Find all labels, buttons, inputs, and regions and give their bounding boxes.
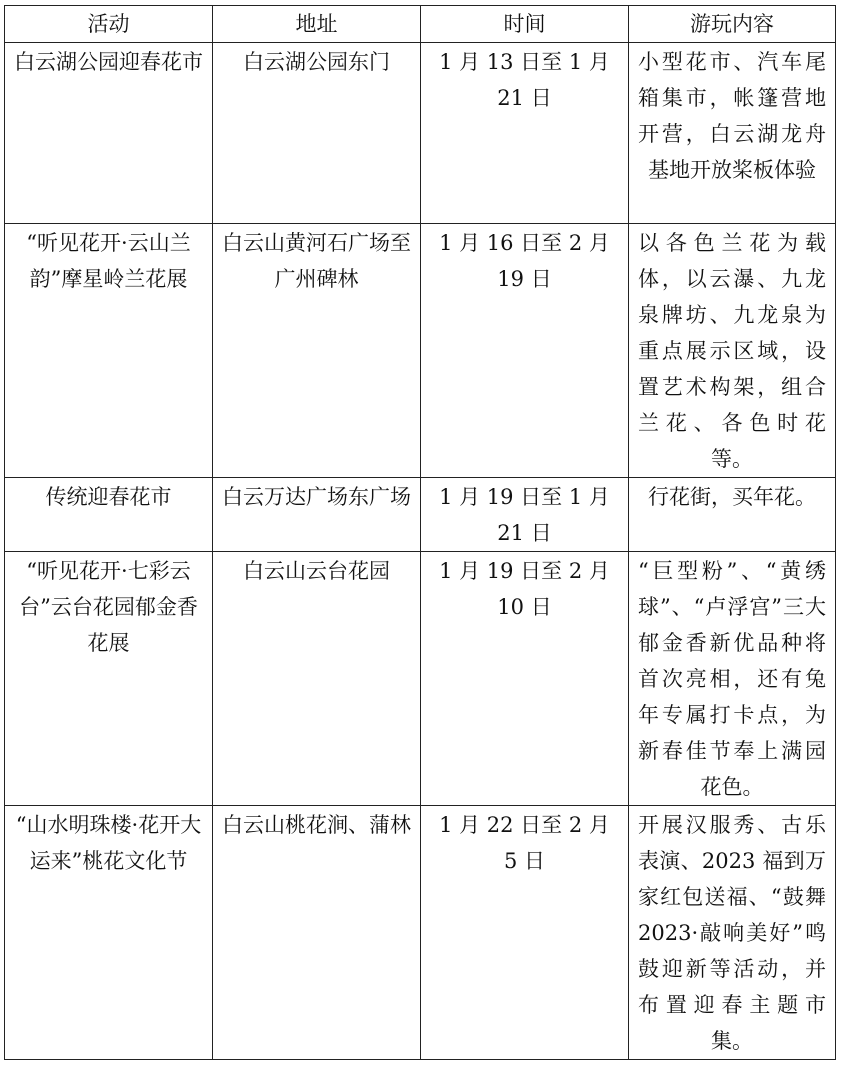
content-text: 开展汉服秀、古乐表演、2023 福到万家红包送福、“鼓舞 2023·敲响美好”鸣鼓迎新等活动，并布置迎春主题市集。 <box>638 813 826 1053</box>
location-text: 白云万达广场东广场 <box>222 485 411 509</box>
time-cell <box>421 552 629 806</box>
content-text: 以各色兰花为载体，以云瀑、九龙泉牌坊、九龙泉为重点展示区域，设置艺术构架，组合兰花、各色时花等。 <box>638 231 826 471</box>
table-row <box>5 552 836 806</box>
time-text: 1 月 22 日至 2 月 5 日 <box>439 813 610 873</box>
time-cell <box>421 224 629 478</box>
location-cell <box>213 552 421 806</box>
location-cell <box>213 806 421 1060</box>
time-cell <box>421 478 629 552</box>
content-text: 小型花市、汽车尾箱集市，帐篷营地开营，白云湖龙舟基地开放桨板体验 <box>638 50 826 182</box>
activity-cell <box>5 478 213 552</box>
header-activity: 活动 <box>5 6 213 43</box>
content-cell <box>629 806 836 1060</box>
time-text: 1 月 16 日至 2 月 19 日 <box>439 231 610 291</box>
table-row <box>5 806 836 1060</box>
table-header-row <box>5 6 836 43</box>
location-text: 白云山云台花园 <box>243 559 390 583</box>
location-cell <box>213 224 421 478</box>
table-row <box>5 43 836 224</box>
content-cell <box>629 224 836 478</box>
content-text: 行花街，买年花。 <box>648 485 816 509</box>
content-text: “巨型粉”、“黄绣球”、“卢浮宫”三大郁金香新优品种将首次亮相，还有兔年专属打卡点，为新春佳节奉上满园花色。 <box>638 559 826 799</box>
time-text: 1 月 13 日至 1 月 21 日 <box>439 50 610 110</box>
activity-text: “听见花开·七彩云台”云台花园郁金香花展 <box>19 559 198 655</box>
time-cell <box>421 43 629 224</box>
header-location: 地址 <box>213 6 421 43</box>
time-text: 1 月 19 日至 1 月 21 日 <box>439 485 610 545</box>
table-row <box>5 478 836 552</box>
activity-cell <box>5 224 213 478</box>
activity-text: “山水明珠楼·花开大运来”桃花文化节 <box>15 813 202 873</box>
location-cell <box>213 43 421 224</box>
header-time: 时间 <box>421 6 629 43</box>
activity-cell <box>5 806 213 1060</box>
events-table <box>4 5 836 1060</box>
content-cell <box>629 43 836 224</box>
location-cell <box>213 478 421 552</box>
table-row <box>5 224 836 478</box>
activity-text: 白云湖公园迎春花市 <box>14 50 203 74</box>
activity-text: 传统迎春花市 <box>45 485 172 509</box>
location-text: 白云山黄河石广场至广州碑林 <box>222 231 411 291</box>
activity-cell <box>5 552 213 806</box>
content-cell <box>629 552 836 806</box>
time-cell <box>421 806 629 1060</box>
activity-text: “听见花开·云山兰韵”摩星岭兰花展 <box>26 231 191 291</box>
content-cell <box>629 478 836 552</box>
time-text: 1 月 19 日至 2 月 10 日 <box>439 559 610 619</box>
activity-cell <box>5 43 213 224</box>
header-content: 游玩内容 <box>629 6 836 43</box>
location-text: 白云山桃花涧、蒲林 <box>222 813 411 837</box>
location-text: 白云湖公园东门 <box>243 50 390 74</box>
